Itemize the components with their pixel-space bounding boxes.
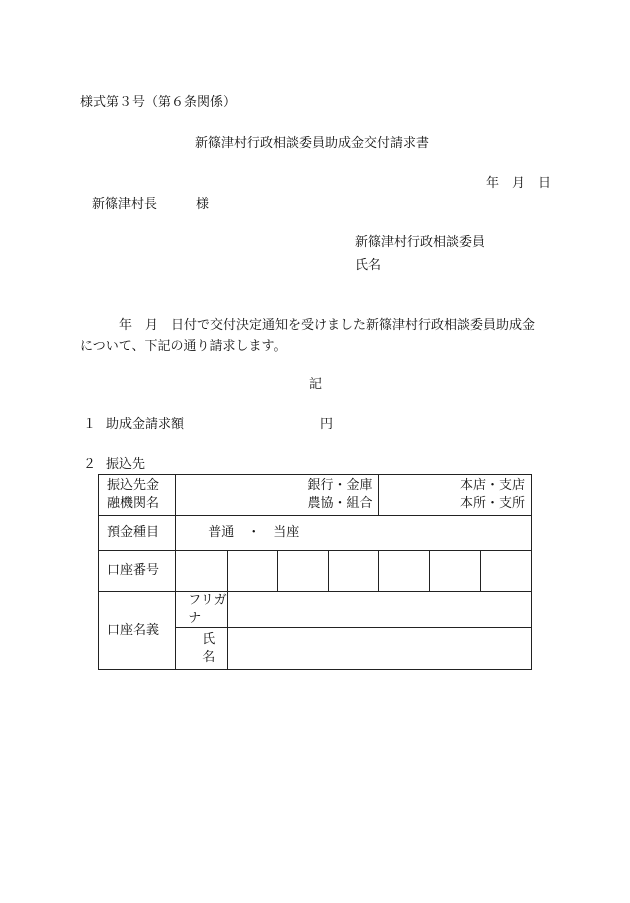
account-holder-label: 口座名義 xyxy=(99,592,176,670)
branch-line-2: 本所・支所 xyxy=(459,496,525,511)
item-2-number: ２ xyxy=(83,457,97,472)
holder-name-label: 氏名 xyxy=(176,628,228,670)
account-number-label: 口座番号 xyxy=(99,551,176,592)
bank-type-line-1: 銀行・金庫 xyxy=(307,478,373,494)
body-line-1: 年 月 日付で交付決定通知を受けました新篠津村行政相談委員助成金 xyxy=(119,318,536,333)
item-1-unit: 円 xyxy=(320,417,334,432)
branch-cell[interactable] xyxy=(379,475,532,516)
account-digit-2[interactable] xyxy=(227,551,278,592)
body-line-2: について、下記の通り請求します。 xyxy=(80,339,287,354)
applicant-name-label: 氏名 xyxy=(355,258,382,273)
date-line: 年 月 日 xyxy=(486,176,552,191)
item-1-label: 助成金請求額 xyxy=(106,417,185,432)
account-digit-3[interactable] xyxy=(278,551,329,592)
deposit-type-options[interactable]: 普通 ・ 当座 xyxy=(176,516,532,551)
applicant-role: 新篠津村行政相談委員 xyxy=(355,235,486,250)
ki-heading: 記 xyxy=(309,377,323,392)
document-title: 新篠津村行政相談委員助成金交付請求書 xyxy=(195,136,430,151)
account-digit-6[interactable] xyxy=(430,551,481,592)
bank-type-cell[interactable] xyxy=(176,475,379,516)
addressee: 新篠津村長 様 xyxy=(92,197,210,212)
item-1-number: １ xyxy=(83,417,97,432)
bank-name-label: 振込先金 融機関名 xyxy=(99,475,176,516)
deposit-type-label: 預金種目 xyxy=(99,516,176,551)
bank-account-table xyxy=(98,474,532,670)
form-id: 様式第３号（第６条関係） xyxy=(80,95,237,110)
account-digit-1[interactable] xyxy=(176,551,228,592)
furigana-field[interactable] xyxy=(227,592,531,628)
account-digit-5[interactable] xyxy=(379,551,430,592)
account-digit-4[interactable] xyxy=(328,551,379,592)
furigana-label: フリガナ xyxy=(176,592,228,628)
item-2-label: 振込先 xyxy=(106,457,146,472)
bank-type-line-2: 農協・組合 xyxy=(307,496,373,511)
account-digit-7[interactable] xyxy=(481,551,532,592)
holder-name-field[interactable] xyxy=(227,628,531,670)
branch-line-1: 本店・支店 xyxy=(459,478,525,494)
